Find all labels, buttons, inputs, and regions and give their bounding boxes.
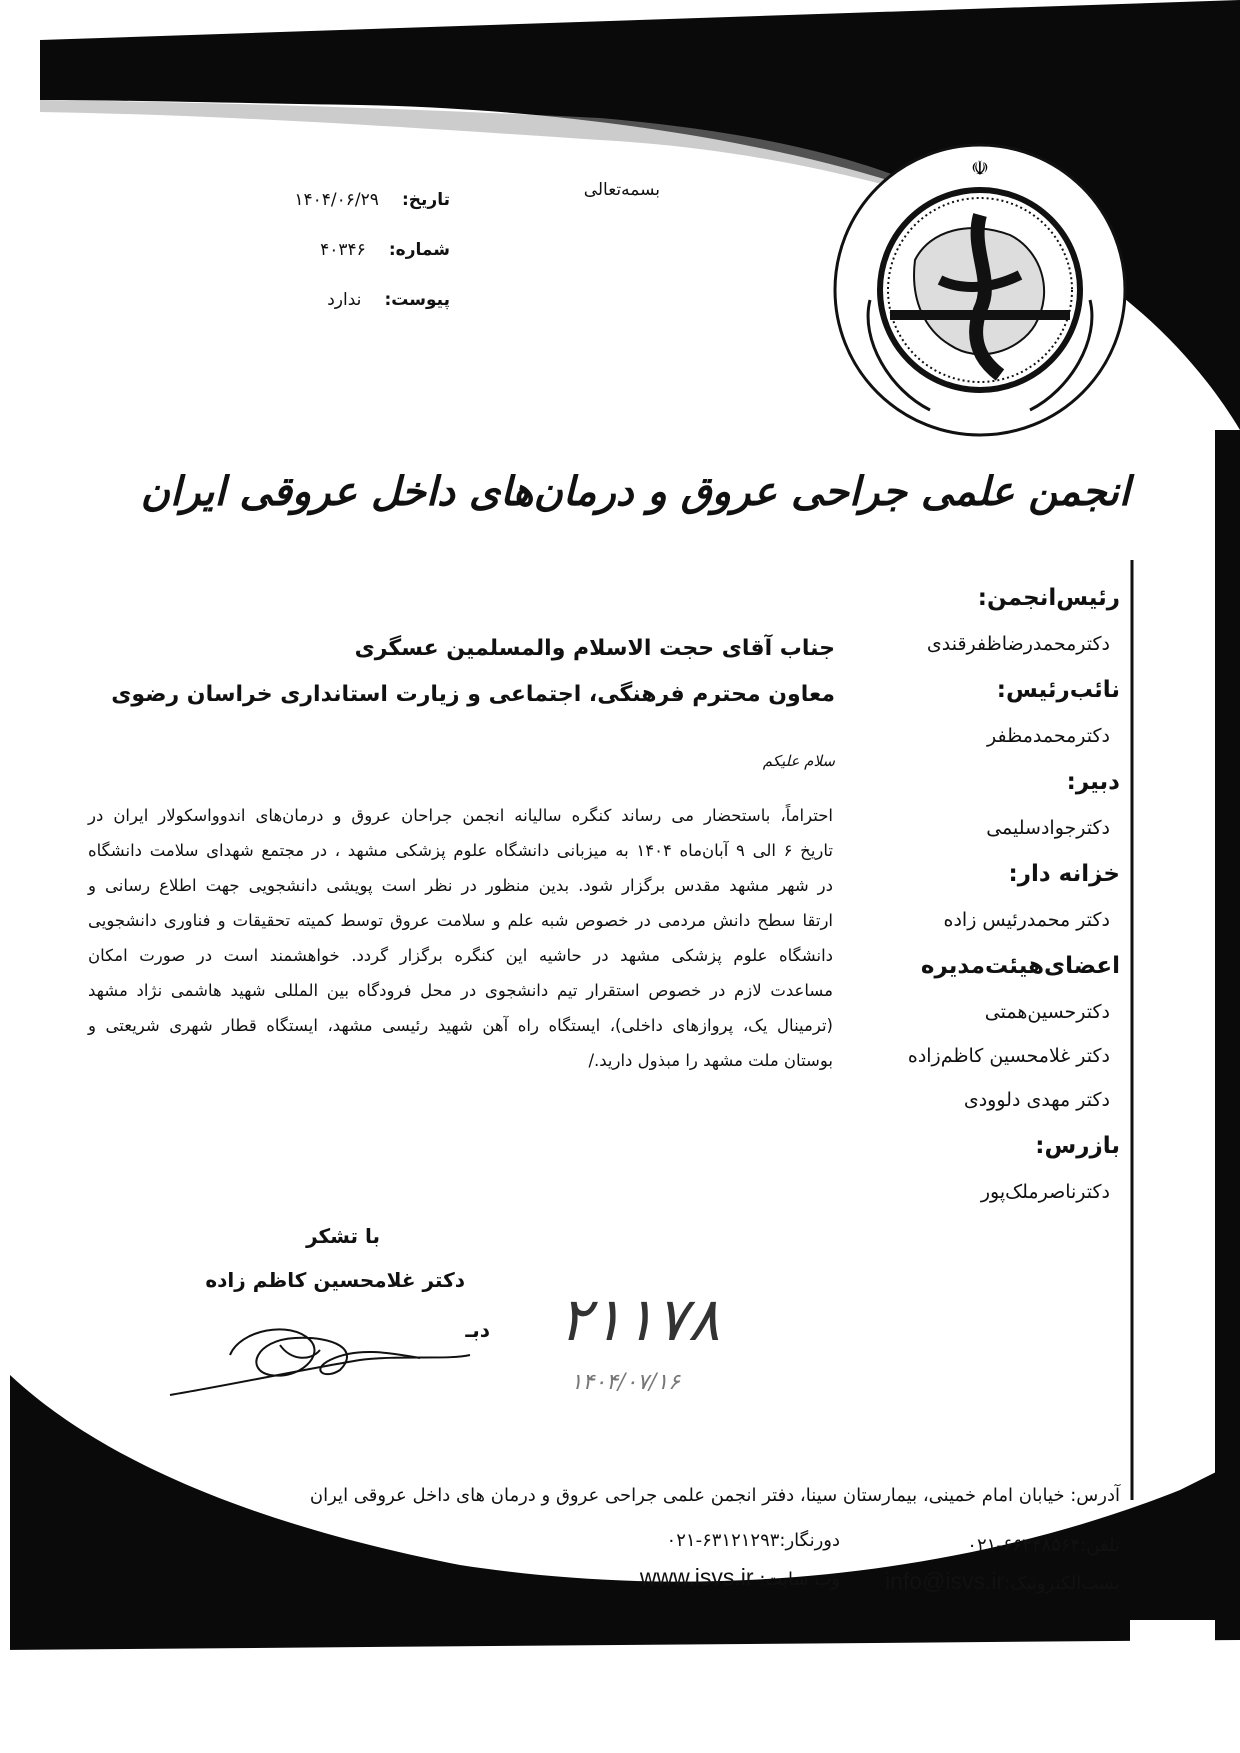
fax-label: دورنگار: [779,1530,840,1551]
sidebar-section-vice-president [860,677,1120,747]
date-value: ۱۴۰۴/۰۶/۲۹ [294,190,379,210]
org-name: انجمن علمی جراحی عروق و درمان‌های داخل عروقی ایران [140,468,1130,515]
letter-body [88,806,833,1086]
body-line: در شهر مشهد مقدس برگزار شود. بدین منظور در نظر است پویشی دانشجویی جهت اطلاع رسانی و [88,876,833,895]
sidebar-title: خزانه دار: [1008,861,1120,887]
sidebar-name: دکترمحمدرضاظفرقندی [926,633,1110,655]
fax-value: ۶۳۱۲۱۲۹۳-۰۲۱ [666,1530,780,1551]
website-label: وب سایت: [759,1569,840,1590]
attachment-value: ندارد [327,290,362,310]
greeting: سلام علیکم [762,752,835,770]
phone-value: ۶۶۳۴۸۵۶۴-۰۲۱ [967,1535,1081,1556]
signer-title: دبـ [465,1318,490,1342]
bottom-black-band [10,1375,1240,1650]
sidebar-name: دکترمحمدمظفر [987,725,1110,747]
recipient-line-1: جناب آقای حجت الاسلام والمسلمین عسگری [354,636,835,661]
date-row [250,190,450,210]
recipient-line-2: معاون محترم فرهنگی، اجتماعی و زیارت استانداری خراسان رضوی [111,682,835,707]
association-logo [830,140,1130,440]
sidebar-name: دکترجوادسلیمی [986,817,1110,839]
sidebar-name: دکتر غلامحسین کاظم‌زاده [907,1045,1110,1067]
body-line: بوستان ملت مشهد را مبذول دارید./ [588,1051,833,1070]
number-label: شماره: [388,240,450,260]
handwritten-date: ۱۴۰۴/۰۷/۱۶ [570,1370,680,1395]
sidebar-section-treasurer [860,861,1120,931]
sidebar-title: نائب‌رئیس: [996,677,1120,703]
email-link[interactable]: info@isvs.ir [884,1568,1005,1594]
sidebar-section-president [860,585,1120,655]
website-link[interactable]: www.isvs.ir [639,1564,754,1590]
email-label: پست‌الکترونیک: [1004,1573,1120,1594]
attachment-row [250,290,450,310]
sidebar-name: دکترحسین‌همتی [984,1001,1110,1023]
footer-bottom-edge [0,1640,1240,1753]
sidebar-title: رئیس‌انجمن: [977,585,1120,611]
body-line: (ترمینال یک، پروازهای داخلی)، ایستگاه راه آهن شهید رئیسی مشهد، ایستگاه قطار شهری شریعتی و [88,1016,833,1035]
attachment-label: پیوست: [384,290,450,310]
body-line: احتراماً، باستحضار می رساند کنگره سالیانه انجمن جراحان عروق و درمان‌های اندوواسکولار ایران در [88,806,833,825]
sidebar-name: دکتر محمدرئیس زاده [943,909,1110,931]
logo-emblem-icon: ☫ [971,156,989,180]
number-value: ۴۰۳۴۶ [320,240,366,260]
footer-phone [930,1535,1120,1556]
basmala: بسمه‌تعالی [583,180,660,200]
sidebar-title: اعضای‌هیئت‌مدیره [920,953,1120,979]
sidebar-name: دکترناصرملک‌پور [980,1181,1110,1203]
sidebar-title: دبیر: [1066,769,1120,795]
closing: با تشکر [306,1224,380,1248]
signature-icon [160,1300,480,1410]
body-line: تاریخ ۶ الی ۹ آبان‌ماه ۱۴۰۴ به میزبانی دانشگاه علوم پزشکی مشهد ، در مجتمع شهدای سلامت دانشگاه [88,841,834,860]
phone-label: تلفن: [1080,1535,1120,1556]
sidebar-section-secretary [860,769,1120,839]
board-sidebar [860,585,1120,1203]
sidebar-section-board-members [860,953,1120,1111]
footer-email [860,1568,1120,1595]
body-line: دانشگاه علوم پزشکی مشهد در حاشیه این کنگره برگزار گردد. خواهشمند است در صورت امکان [88,946,833,965]
handwritten-number: ۲۱۱۷۸ [558,1285,720,1355]
body-line: مساعدت لازم در خصوص استقرار تیم دانشجوی در محل فرودگاه بین المللی شهید هاشمی نژاد مشهد [88,981,833,1000]
number-row [250,240,450,260]
body-line: ارتقا سطح دانش مردمی در خصوص شبه علم و سلامت عروق توسط کمیته تحقیقات و فناوری دانشجویی [88,911,833,930]
signer-name: دکتر غلامحسین کاظم زاده [205,1268,465,1292]
footer-address: آدرس: خیابان امام خمینی، بیمارستان سینا، دفتر انجمن علمی جراحی عروق و درمان های داخل عروقی ایران [309,1485,1120,1506]
sidebar-section-inspector [860,1133,1120,1203]
scan-edge-right [1215,430,1240,1753]
sidebar-name: دکتر مهدی دلوودی [963,1089,1110,1111]
date-label: تاریخ: [402,190,450,210]
sidebar-title: بازرس: [1035,1133,1120,1159]
footer-fax [650,1530,840,1551]
footer-website [630,1564,840,1591]
